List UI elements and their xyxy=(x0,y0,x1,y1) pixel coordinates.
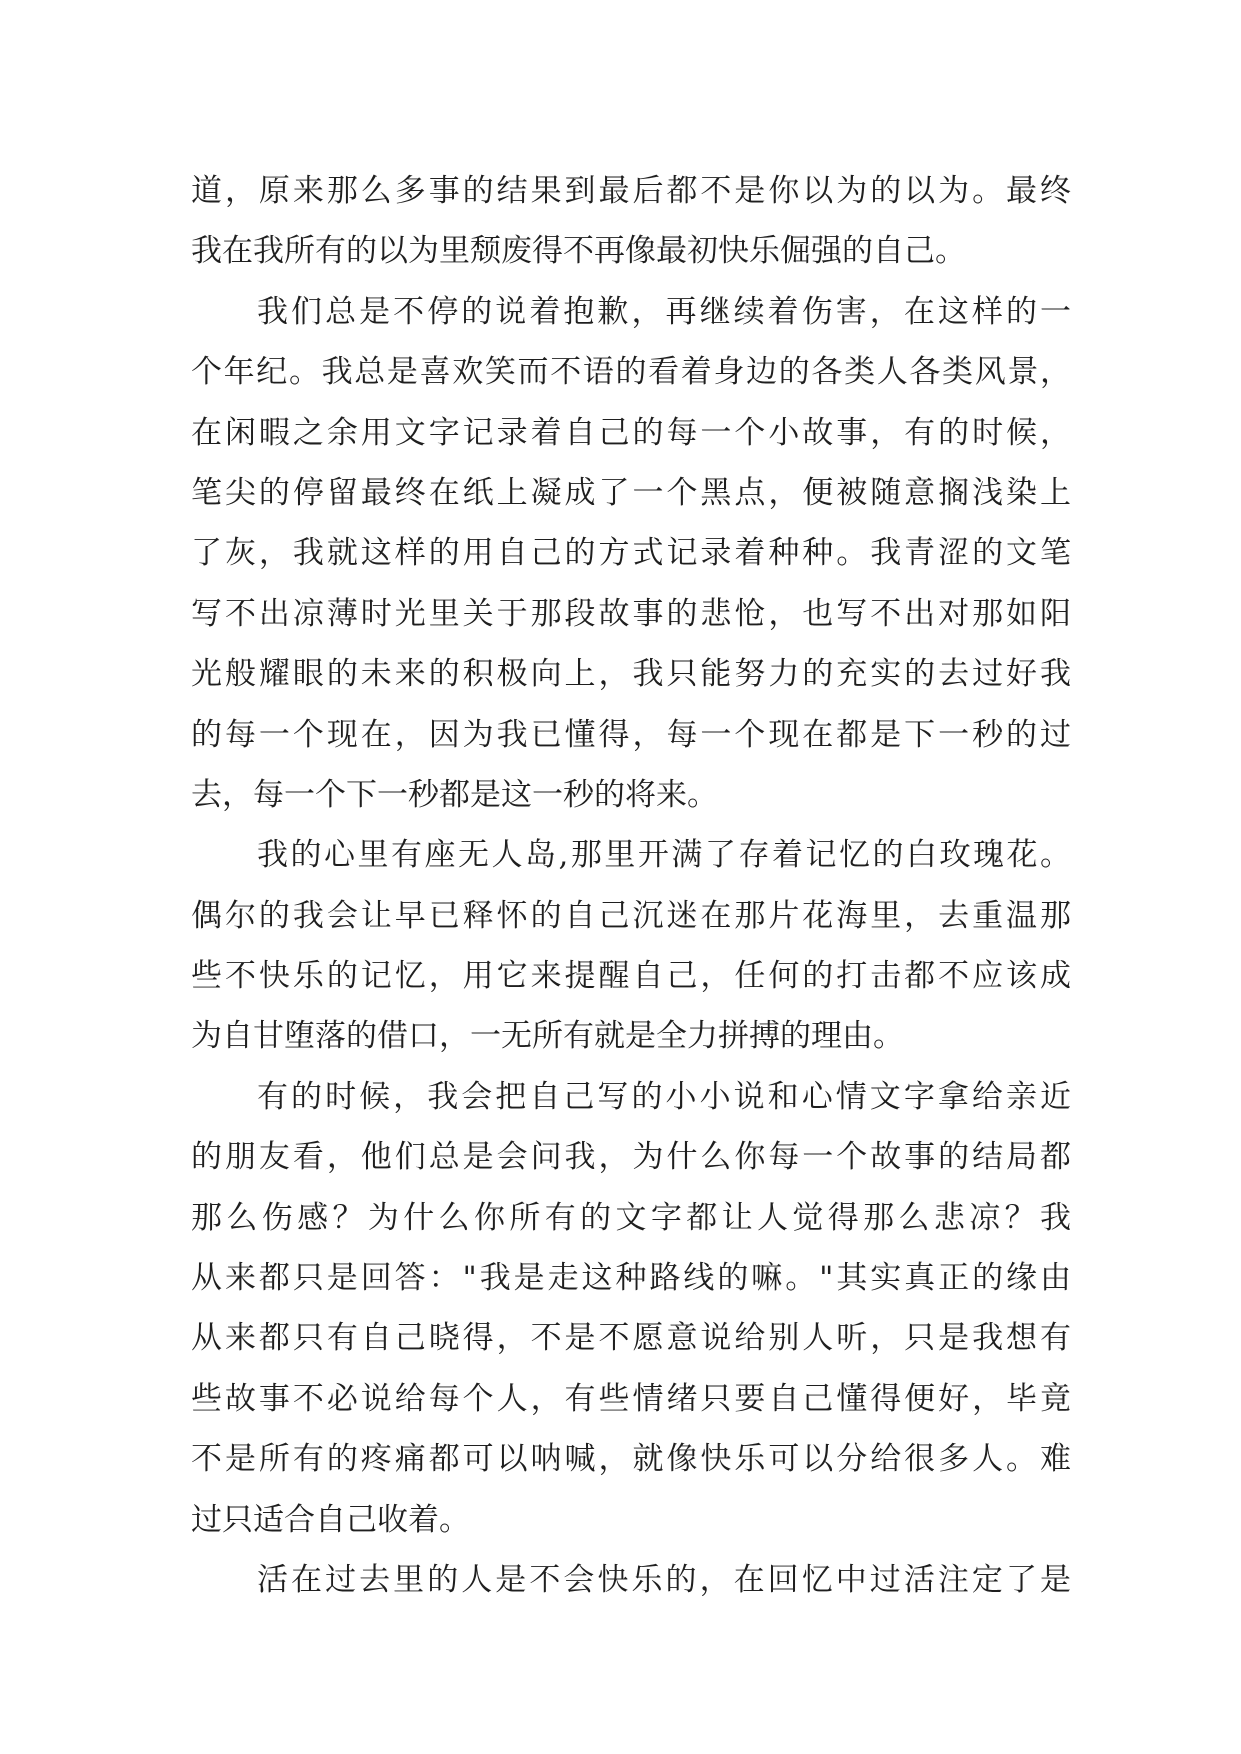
text-line: 活在过去里的人是不会快乐的，在回忆中过活注定了是 xyxy=(257,1561,1071,1598)
text-line: 些不快乐的记忆，用它来提醒自己，任何的打击都不应该成 xyxy=(191,958,1071,995)
text-line: 我在我所有的以为里颓废得不再像最初快乐倔强的自己。 xyxy=(191,233,966,270)
text-line: 那么伤感？为什么你所有的文字都让人觉得那么悲凉？我 xyxy=(191,1199,1071,1236)
text-line: 个年纪。我总是喜欢笑而不语的看着身边的各类人各类风景， xyxy=(191,354,1071,391)
text-line: 不是所有的疼痛都可以呐喊，就像快乐可以分给很多人。难 xyxy=(191,1441,1071,1478)
text-line: 写不出凉薄时光里关于那段故事的悲怆，也写不出对那如阳 xyxy=(191,595,1071,632)
text-line: 有的时候，我会把自己写的小小说和心情文字拿给亲近 xyxy=(257,1078,1071,1115)
text-line: 过只适合自己收着。 xyxy=(191,1501,470,1538)
text-line: 在闲暇之余用文字记录着自己的每一个小故事，有的时候， xyxy=(191,414,1071,451)
text-line: 从来都只有自己晓得，不是不愿意说给别人听，只是我想有 xyxy=(191,1320,1071,1357)
text-line: 去，每一个下一秒都是这一秒的将来。 xyxy=(191,776,718,813)
text-line: 为自甘堕落的借口，一无所有就是全力拼搏的理由。 xyxy=(191,1018,904,1055)
text-line: 的朋友看，他们总是会问我，为什么你每一个故事的结局都 xyxy=(191,1139,1071,1176)
text-line: 笔尖的停留最终在纸上凝成了一个黑点，便被随意搁浅染上 xyxy=(191,474,1071,511)
text-line: 道，原来那么多事的结果到最后都不是你以为的以为。最终 xyxy=(191,173,1071,209)
text-line: 些故事不必说给每个人，有些情绪只要自己懂得便好，毕竟 xyxy=(191,1380,1071,1417)
text-line: 偶尔的我会让早已释怀的自己沉迷在那片花海里，去重温那 xyxy=(191,897,1071,934)
text-line: 从来都只是回答："我是走这种路线的嘛。"其实真正的缘由 xyxy=(191,1260,1071,1297)
text-line: 了灰，我就这样的用自己的方式记录着种种。我青涩的文笔 xyxy=(191,535,1071,572)
text-line: 我们总是不停的说着抱歉，再继续着伤害，在这样的一 xyxy=(257,293,1071,330)
text-line: 我的心里有座无人岛,那里开满了存着记忆的白玫瑰花。 xyxy=(257,837,1071,874)
text-line: 的每一个现在，因为我已懂得，每一个现在都是下一秒的过 xyxy=(191,716,1071,753)
text-line: 光般耀眼的未来的积极向上，我只能努力的充实的去过好我 xyxy=(191,656,1071,693)
document-body xyxy=(191,161,1071,1610)
